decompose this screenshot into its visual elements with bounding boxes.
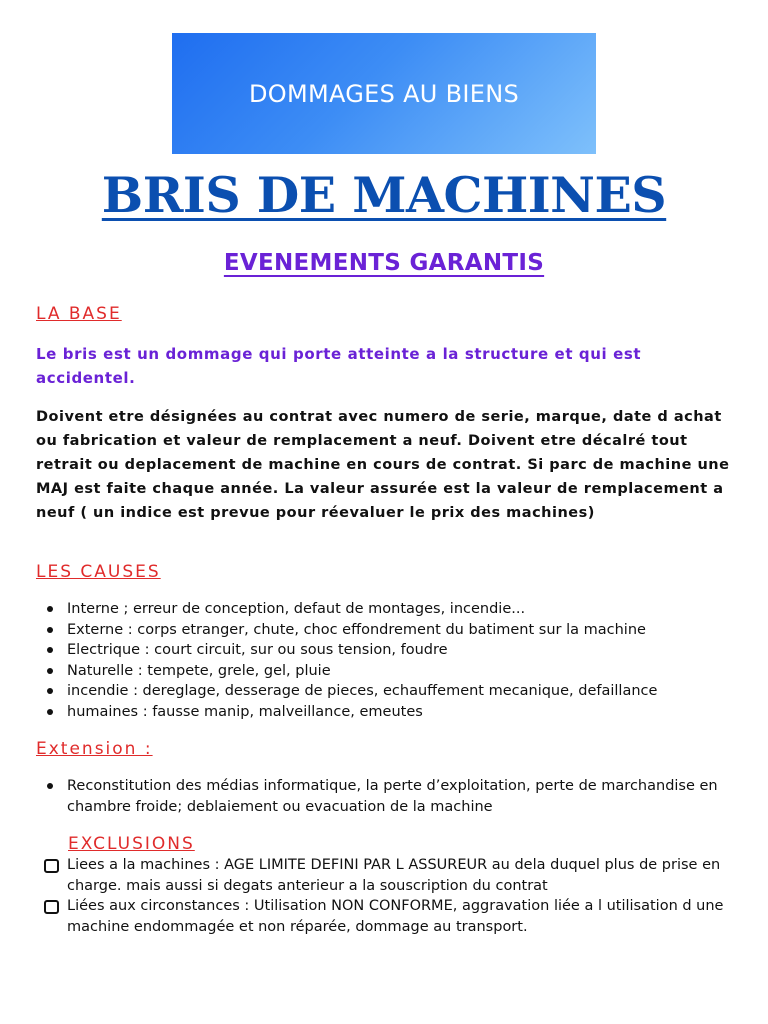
exclusions-list [36,855,736,937]
section-heading-exclusions: EXCLUSIONS [68,834,195,854]
list-item [36,855,736,896]
list-item: Externe : corps etranger, chute, choc effondrement du batiment sur la machine [36,620,736,641]
category-banner [172,33,596,154]
list-item: Interne ; erreur de conception, defaut de montages, incendie... [36,599,736,620]
section-heading-causes: LES CAUSES [36,562,161,582]
base-details: Doivent etre désignées au contrat avec numero de serie, marque, date d achat ou fabrication et valeur de remplacement a neuf. Doivent etre décalré tout retrait ou deplacement de machine en cours de contrat. Si parc de machine une MAJ est faite chaque année. La valeur assurée est la valeur de remplacement a neuf ( un indice est prevue pour réevaluer le prix des machines) [36,409,730,521]
checkbox-icon [44,859,59,873]
page-title: BRIS DE MACHINES [101,166,667,224]
list-item [36,896,736,937]
list-item: humaines : fausse manip, malveillance, emeutes [36,702,736,723]
base-definition: Le bris est un dommage qui porte atteinte a la structure et qui est accidentel. [36,345,642,387]
banner-text: DOMMAGES AU BIENS [248,79,519,108]
list-item: Naturelle : tempete, grele, gel, pluie [36,661,736,682]
exclusion-text: Liées aux circonstances : Utilisation NON CONFORME, aggravation liée a l utilisation d une machine endommagée et non réparée, dommage au transport. [67,898,724,935]
exclusion-text: Liees a la machines : AGE LIMITE DEFINI PAR L ASSUREUR au dela duquel plus de prise en charge. mais aussi si degats anterieur a la souscription du contrat [67,857,721,894]
section-heading-base: LA BASE [36,304,122,324]
list-item: Reconstitution des médias informatique, la perte d’exploitation, perte de marchandise en chambre froide; deblaiement ou evacuation de la machine [36,776,736,817]
list-item: incendie : dereglage, desserage de pieces, echauffement mecanique, defaillance [36,681,736,702]
page-subtitle: EVENEMENTS GARANTIS [223,250,545,276]
list-item: Electrique : court circuit, sur ou sous tension, foudre [36,640,736,661]
section-heading-extension: Extension : [36,739,153,759]
extension-list [36,776,736,817]
causes-list [36,599,736,723]
checkbox-icon [44,900,59,914]
